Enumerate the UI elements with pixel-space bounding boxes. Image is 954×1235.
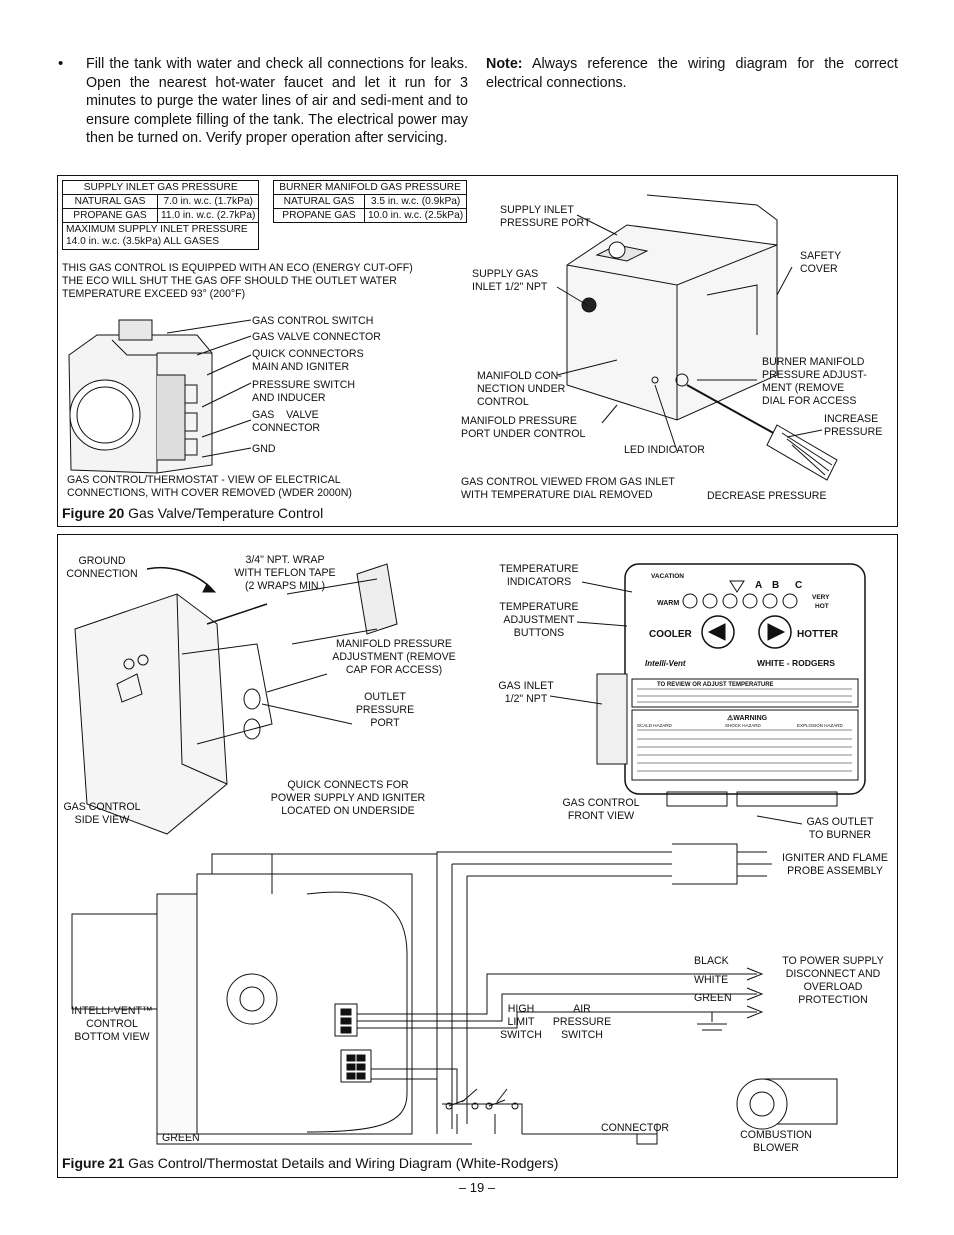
- eco-note-line3: TEMPERATURE EXCEED 93° (200°F): [62, 288, 246, 300]
- label-black-wire: BLACK: [694, 955, 729, 967]
- note-label: Note:: [486, 56, 523, 72]
- panel-hotter: HOTTER: [797, 629, 839, 640]
- label-temp-ind-line2: INDICATORS: [506, 576, 572, 588]
- label-temperature-adjustment: [493, 601, 585, 640]
- label-intelli-vent-bottom: [66, 1005, 158, 1044]
- figure-21-title: Gas Control/Thermostat Details and Wiring Diagram (White-Rodgers): [128, 1155, 559, 1171]
- label-manifold-port: [461, 415, 585, 441]
- page-number: – 19 –: [458, 1180, 496, 1195]
- supply-row-propane-value: 11.0 in. w.c. (2.7kPa): [158, 209, 259, 223]
- label-air-line1: AIR: [573, 1003, 591, 1015]
- label-gas-inlet-line1: GAS INLET: [498, 680, 554, 692]
- label-safety-line1: SAFETY: [800, 250, 842, 262]
- label-quick-connects: [258, 779, 438, 818]
- label-air-line3: SWITCH: [561, 1029, 603, 1041]
- label-manifold-port-line2: PORT UNDER CONTROL: [461, 428, 586, 440]
- label-npt-line2: WITH TEFLON TAPE: [234, 567, 336, 579]
- gas-control-unit-left: [69, 320, 212, 473]
- label-burner-manifold: [762, 356, 867, 408]
- label-high-line1: HIGH: [507, 1003, 535, 1015]
- label-increase-line2: PRESSURE: [824, 426, 883, 438]
- supply-max-line1: MAXIMUM SUPPLY INLET PRESSURE: [66, 224, 248, 235]
- label-side-view: [58, 801, 146, 827]
- panel-brand: WHITE - RODGERS: [757, 658, 835, 668]
- label-temperature-indicators: [493, 563, 585, 589]
- panel-a: A: [755, 580, 763, 591]
- label-temp-adj-line3: BUTTONS: [513, 627, 565, 639]
- supply-row-natural-value: 7.0 in. w.c. (1.7kPa): [158, 195, 259, 209]
- panel-shock: SHOCK HAZARD: [725, 723, 761, 728]
- gas-control-unit-right: [567, 195, 777, 420]
- figure-20-title: Gas Valve/Temperature Control: [128, 505, 324, 521]
- label-quick-line2: POWER SUPPLY AND IGNITER: [270, 792, 426, 804]
- burner-row-propane-value: 10.0 in. w.c. (2.5kPa): [365, 209, 467, 223]
- figure-20-caption: [62, 505, 323, 521]
- label-supply-gas-line2: INLET 1/2" NPT: [472, 281, 548, 293]
- label-ground-line1: GROUND: [78, 555, 126, 567]
- label-front-view: [555, 797, 647, 823]
- panel-hot: HOT: [815, 603, 829, 610]
- label-quick-line1: QUICK CONNECTS FOR: [287, 779, 409, 791]
- label-increase-pressure: [824, 413, 882, 439]
- supply-table-header: SUPPLY INLET GAS PRESSURE: [63, 181, 259, 195]
- label-burner-line2: PRESSURE ADJUST-: [762, 369, 867, 381]
- label-manifold-connection: [477, 370, 565, 409]
- label-blower-line1: COMBUSTION: [740, 1129, 812, 1141]
- label-gas-control-switch: GAS CONTROL SWITCH: [252, 315, 374, 327]
- label-igniter-probe: [776, 852, 894, 878]
- label-intelli-line3: BOTTOM VIEW: [74, 1031, 150, 1043]
- panel-c: C: [795, 580, 803, 591]
- panel-cooler: COOLER: [649, 629, 692, 640]
- label-led-indicator: LED INDICATOR: [624, 444, 705, 456]
- label-outlet-pressure-port: [345, 691, 425, 730]
- label-left-caption-line2: CONNECTIONS, WITH COVER REMOVED (WDER 2000N): [67, 487, 352, 499]
- panel-vacation: VACATION: [651, 573, 684, 580]
- burner-row-natural-label: NATURAL GAS: [274, 195, 365, 209]
- label-blower-line2: BLOWER: [753, 1142, 799, 1154]
- label-temp-ind-line1: TEMPERATURE: [499, 563, 579, 575]
- label-high-line3: SWITCH: [500, 1029, 542, 1041]
- label-air-pressure-switch: [548, 1003, 616, 1042]
- label-supply-gas-line1: SUPPLY GAS: [472, 268, 539, 280]
- label-right-caption-line2: WITH TEMPERATURE DIAL REMOVED: [461, 489, 653, 501]
- label-outlet-line3: PORT: [370, 717, 400, 729]
- label-power-line1: TO POWER SUPPLY: [782, 955, 884, 967]
- label-quick-connectors: [252, 348, 364, 374]
- label-gas-outlet: [798, 816, 882, 842]
- label-burner-line3: MENT (REMOVE: [762, 382, 845, 394]
- figure-21-caption: [62, 1155, 558, 1171]
- intro-paragraph: Fill the tank with water and check all connections for leaks. Open the nearest hot-water faucet and let it run for 3 minutes to purge the water lines of air and sedi-ment and to ensure complete filling of the tank. The electrical power may then be turned on. Verify proper operation after servicing.: [86, 56, 468, 147]
- label-gas-valve-line2: CONNECTOR: [252, 422, 321, 434]
- label-manifold-adj-line3: CAP FOR ACCESS): [345, 664, 443, 676]
- burner-table-header: BURNER MANIFOLD GAS PRESSURE: [274, 181, 467, 195]
- label-high-limit-switch: [495, 1003, 547, 1042]
- label-right-view-caption: [461, 476, 675, 502]
- eco-note-line1: THIS GAS CONTROL IS EQUIPPED WITH AN ECO (ENERGY CUT-OFF): [62, 262, 413, 274]
- label-gas-valve-line1: GAS VALVE: [252, 409, 319, 421]
- label-gas-inlet-line2: 1/2" NPT: [504, 693, 548, 705]
- label-side-view-line2: SIDE VIEW: [74, 814, 130, 826]
- label-front-view-line1: GAS CONTROL: [562, 797, 640, 809]
- label-supply-inlet-port: [500, 204, 590, 230]
- note-text: Always reference the wiring diagram for the correct electrical connections.: [486, 56, 899, 91]
- label-pressure-switch-line1: PRESSURE SWITCH: [252, 379, 356, 391]
- label-temp-adj-line2: ADJUSTMENT: [503, 614, 575, 626]
- label-burner-line4: DIAL FOR ACCESS: [762, 395, 857, 407]
- label-manifold-adj-line1: MANIFOLD PRESSURE: [336, 638, 452, 650]
- label-gnd: GND: [252, 443, 276, 455]
- panel-b: B: [772, 580, 780, 591]
- label-power-line2: DISCONNECT AND: [785, 968, 881, 980]
- label-pressure-switch-line2: AND INDUCER: [252, 392, 326, 404]
- panel-warning: ⚠WARNING: [727, 715, 768, 722]
- panel-review: TO REVIEW OR ADJUST TEMPERATURE: [657, 682, 774, 688]
- label-power-supply: [774, 955, 892, 1007]
- label-gas-outlet-line1: GAS OUTLET: [806, 816, 874, 828]
- label-combustion-blower: [734, 1129, 818, 1155]
- label-gas-inlet: [490, 680, 562, 706]
- label-safety-cover: [800, 250, 841, 276]
- burner-row-natural-value: 3.5 in. w.c. (0.9kPa): [365, 195, 467, 209]
- label-green-wire: GREEN: [694, 992, 732, 1004]
- label-quick-connectors-line1: QUICK CONNECTORS: [252, 348, 364, 360]
- note-paragraph: [486, 55, 898, 92]
- label-supply-gas-inlet: [472, 268, 547, 294]
- figure-20-number: Figure 20: [62, 505, 125, 521]
- label-supply-inlet-line1: SUPPLY INLET: [500, 204, 574, 216]
- bullet: •: [58, 55, 64, 72]
- label-side-view-line1: GAS CONTROL: [63, 801, 141, 813]
- label-manifold-port-line1: MANIFOLD PRESSURE: [461, 415, 577, 427]
- label-safety-line2: COVER: [800, 263, 838, 275]
- label-quick-line3: LOCATED ON UNDERSIDE: [281, 805, 415, 817]
- label-temp-adj-line1: TEMPERATURE: [499, 601, 579, 613]
- supply-max-line2: 14.0 in. w.c. (3.5kPa) ALL GASES: [66, 236, 220, 247]
- label-connector: CONNECTOR: [601, 1122, 670, 1134]
- label-decrease-pressure: DECREASE PRESSURE: [707, 490, 827, 502]
- label-gas-valve-connector: GAS VALVE CONNECTOR: [252, 331, 381, 343]
- label-manifold-adj-line2: ADJUSTMENT (REMOVE: [332, 651, 456, 663]
- figure-21-number: Figure 21: [62, 1155, 125, 1171]
- label-igniter-line1: IGNITER AND FLAME: [782, 852, 888, 864]
- burner-row-propane-label: PROPANE GAS: [274, 209, 365, 223]
- label-outlet-line1: OUTLET: [364, 691, 406, 703]
- label-npt-wrap: [222, 554, 348, 593]
- panel-intelli-vent: Intelli-Vent: [645, 659, 686, 668]
- label-left-caption-line1: GAS CONTROL/THERMOSTAT - VIEW OF ELECTRICAL: [67, 474, 341, 486]
- label-manifold-conn-line3: CONTROL: [477, 396, 529, 408]
- label-manifold-adjustment: [327, 638, 461, 677]
- label-quick-connectors-line2: MAIN AND IGNITER: [252, 361, 350, 373]
- label-ground-connection: [62, 555, 142, 581]
- label-gas-outlet-line2: TO BURNER: [808, 829, 872, 841]
- label-burner-line1: BURNER MANIFOLD: [762, 356, 865, 368]
- label-manifold-conn-line2: NECTION UNDER: [477, 383, 566, 395]
- label-green-ground: GREEN: [162, 1132, 200, 1144]
- label-right-caption-line1: GAS CONTROL VIEWED FROM GAS INLET: [461, 476, 675, 488]
- label-npt-line1: 3/4" NPT. WRAP: [245, 554, 325, 566]
- label-pressure-switch: [252, 379, 355, 405]
- eco-note-line2: THE ECO WILL SHUT THE GAS OFF SHOULD THE OUTLET WATER: [62, 275, 397, 287]
- label-power-line3: OVERLOAD: [803, 981, 863, 993]
- label-intelli-line2: CONTROL: [86, 1018, 138, 1030]
- label-npt-line3: (2 WRAPS MIN.): [244, 580, 326, 592]
- label-left-view-caption: [67, 474, 352, 500]
- label-front-view-line2: FRONT VIEW: [567, 810, 635, 822]
- label-igniter-line2: PROBE ASSEMBLY: [787, 865, 883, 877]
- label-intelli-line1: INTELLI-VENT™: [71, 1005, 153, 1017]
- supply-row-propane-label: PROPANE GAS: [63, 209, 158, 223]
- label-white-wire: WHITE: [694, 974, 729, 986]
- supply-row-natural-label: NATURAL GAS: [63, 195, 158, 209]
- panel-explosion: EXPLOSION HAZARD: [797, 723, 843, 728]
- label-outlet-line2: PRESSURE: [355, 704, 415, 716]
- label-supply-inlet-line2: PRESSURE PORT: [500, 217, 591, 229]
- label-high-line2: LIMIT: [507, 1016, 535, 1028]
- panel-warm: WARM: [657, 600, 680, 607]
- panel-scald: SCALD HAZARD: [637, 723, 672, 728]
- label-gas-valve-connector-2: [252, 409, 320, 435]
- label-manifold-conn-line1: MANIFOLD CON-: [477, 370, 562, 382]
- panel-very: VERY: [812, 594, 830, 601]
- label-ground-line2: CONNECTION: [66, 568, 138, 580]
- label-increase-line1: INCREASE: [824, 413, 879, 425]
- label-air-line2: PRESSURE: [552, 1016, 612, 1028]
- figure-21-drawings: [57, 534, 898, 1178]
- label-power-line4: PROTECTION: [798, 994, 868, 1006]
